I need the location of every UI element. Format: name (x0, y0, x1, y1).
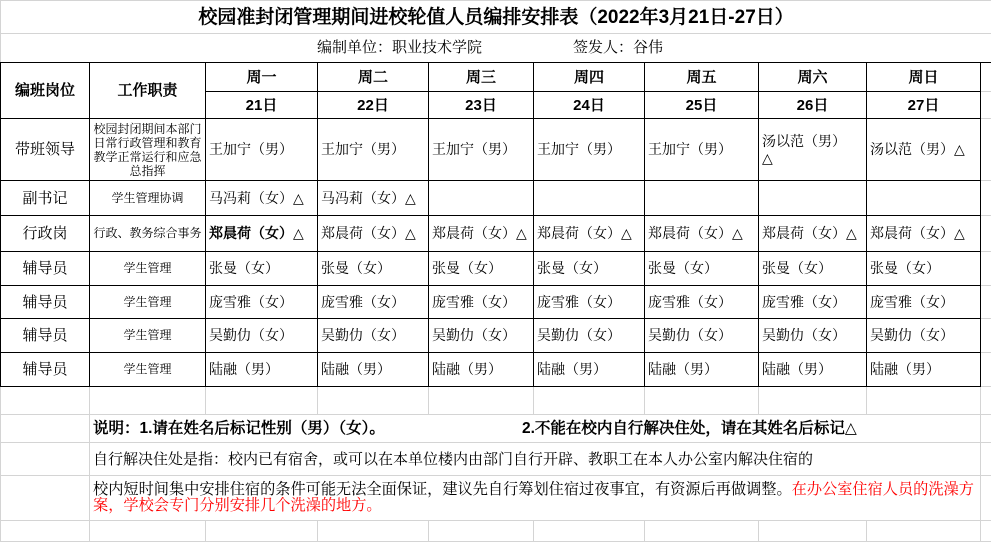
empty-cell[interactable] (645, 387, 759, 415)
roster-cell-thu[interactable]: 吴勤仂（女） (534, 319, 645, 353)
header-date-thu[interactable]: 24日 (534, 92, 645, 119)
roster-cell-fri[interactable]: 陆融（男） (645, 353, 759, 387)
post-cell[interactable]: 辅导员 (1, 252, 90, 286)
header-post[interactable]: 编班岗位 (1, 63, 90, 119)
spare-cell[interactable] (981, 353, 991, 387)
duty-cell[interactable]: 学生管理 (90, 286, 206, 319)
roster-cell-fri[interactable]: 王加宁（男） (645, 119, 759, 181)
roster-cell-wed[interactable]: 王加宁（男） (429, 119, 534, 181)
roster-cell-sun[interactable]: 汤以范（男）△ (867, 119, 981, 181)
roster-cell-sun[interactable]: 陆融（男） (867, 353, 981, 387)
empty-cell[interactable] (759, 387, 867, 415)
empty-cell[interactable] (90, 387, 206, 415)
roster-cell-tue[interactable]: 庞雪雅（女） (318, 286, 429, 319)
roster-cell-thu[interactable] (534, 181, 645, 216)
roster-cell-tue[interactable]: 陆融（男） (318, 353, 429, 387)
roster-cell-wed[interactable]: 吴勤仂（女） (429, 319, 534, 353)
empty-cell[interactable] (1, 387, 90, 415)
spare-cell[interactable] (981, 119, 991, 181)
roster-cell-tue[interactable]: 郑晨荷（女）△ (318, 216, 429, 252)
empty-cell[interactable] (1, 476, 90, 521)
empty-cell[interactable] (1, 415, 90, 443)
roster-cell-sun[interactable]: 吴勤仂（女） (867, 319, 981, 353)
roster-cell-mon[interactable]: 马冯莉（女）△ (206, 181, 318, 216)
post-cell[interactable]: 行政岗 (1, 216, 90, 252)
advice-row (1, 476, 991, 521)
roster-cell-thu[interactable]: 张曼（女） (534, 252, 645, 286)
empty-cell[interactable] (534, 387, 645, 415)
spare-cell[interactable] (981, 521, 991, 542)
advice-text: 校内短时间集中安排住宿的条件可能无法全面保证，建议先自行筹划住宿过夜事宜，有资源后再做调整。 (93, 481, 792, 498)
header-date-fri[interactable]: 25日 (645, 92, 759, 119)
roster-cell-tue[interactable]: 张曼（女） (318, 252, 429, 286)
roster-cell-sun[interactable] (867, 181, 981, 216)
empty-row (1, 387, 991, 415)
header-day-sun[interactable]: 周日 (867, 63, 981, 92)
empty-cell[interactable] (206, 521, 318, 542)
notes-cell[interactable] (90, 415, 981, 443)
spare-cell[interactable] (981, 216, 991, 252)
notes-row (1, 415, 991, 443)
header-duty[interactable]: 工作职责 (90, 63, 206, 119)
roster-cell-mon[interactable]: 吴勤仂（女） (206, 319, 318, 353)
duty-cell[interactable]: 校园封闭期间本部门日常行政管理和教育教学正常运行和应急总指挥 (90, 119, 206, 181)
header-date-tue[interactable]: 22日 (318, 92, 429, 119)
duty-cell[interactable]: 学生管理 (90, 319, 206, 353)
signer: 签发人：谷伟 (573, 39, 663, 56)
empty-cell[interactable] (429, 387, 534, 415)
roster-cell-wed[interactable]: 郑晨荷（女）△ (429, 216, 534, 252)
row-duty-leader (1, 119, 991, 181)
duty-cell[interactable]: 学生管理协调 (90, 181, 206, 216)
roster-cell-fri[interactable] (645, 181, 759, 216)
roster-cell-fri[interactable]: 吴勤仂（女） (645, 319, 759, 353)
roster-cell-wed[interactable]: 陆融（男） (429, 353, 534, 387)
spare-cell[interactable] (981, 92, 991, 119)
row-counselor-4 (1, 353, 991, 387)
spare-cell[interactable] (981, 415, 991, 443)
duty-cell[interactable]: 学生管理 (90, 353, 206, 387)
row-counselor-1 (1, 252, 991, 286)
trailing-row (1, 521, 991, 542)
header-date-sat[interactable]: 26日 (759, 92, 867, 119)
post-cell[interactable]: 辅导员 (1, 353, 90, 387)
roster-cell-sun[interactable]: 郑晨荷（女）△ (867, 216, 981, 252)
roster-cell-wed[interactable]: 庞雪雅（女） (429, 286, 534, 319)
duty-cell[interactable]: 学生管理 (90, 252, 206, 286)
header-date-mon[interactable]: 21日 (206, 92, 318, 119)
row-deputy-secretary (1, 181, 991, 216)
note-housing-mark: 2.不能在校内自行解决住处，请在其姓名后标记△ (522, 420, 857, 437)
roster-cell-sat[interactable]: 张曼（女） (759, 252, 867, 286)
self-housing-row (1, 443, 991, 476)
row-admin-post (1, 216, 991, 252)
post-cell[interactable]: 带班领导 (1, 119, 90, 181)
sheet-title[interactable]: 校园准封闭管理期间进校轮值人员编排安排表（2022年3月21日-27日） (1, 1, 991, 34)
empty-cell[interactable] (534, 521, 645, 542)
empty-cell[interactable] (867, 387, 981, 415)
roster-cell-sat[interactable]: 庞雪雅（女） (759, 286, 867, 319)
roster-cell-tue[interactable]: 吴勤仂（女） (318, 319, 429, 353)
empty-cell[interactable] (318, 521, 429, 542)
empty-cell[interactable] (429, 521, 534, 542)
empty-cell[interactable] (90, 521, 206, 542)
spare-cell[interactable] (981, 476, 991, 521)
header-day-wed[interactable]: 周三 (429, 63, 534, 92)
roster-cell-fri[interactable]: 庞雪雅（女） (645, 286, 759, 319)
roster-cell-sat[interactable]: 汤以范（男）△ (759, 119, 867, 181)
spare-cell[interactable] (981, 443, 991, 476)
title-row (1, 1, 991, 34)
roster-cell-sat[interactable]: 郑晨荷（女）△ (759, 216, 867, 252)
advice-highlight-text: 在办公室住宿人员的洗澡方案，学校会专门分别安排几个洗澡的地方。 (93, 481, 974, 514)
header-day-thu[interactable]: 周四 (534, 63, 645, 92)
empty-cell[interactable] (867, 521, 981, 542)
issuer-cell[interactable] (1, 34, 991, 63)
spare-cell[interactable] (981, 252, 991, 286)
roster-cell-mon[interactable]: 王加宁（男） (206, 119, 318, 181)
roster-cell-sat[interactable]: 陆融（男） (759, 353, 867, 387)
spare-cell[interactable] (981, 181, 991, 216)
note-gender-mark: 说明：1.请在姓名后标记性别（男）（女）。 (93, 420, 385, 437)
roster-cell-wed[interactable]: 张曼（女） (429, 252, 534, 286)
compiling-unit: 编制单位：职业技术学院 (317, 39, 482, 56)
empty-cell[interactable] (759, 521, 867, 542)
roster-cell-thu[interactable]: 郑晨荷（女）△ (534, 216, 645, 252)
roster-cell-mon[interactable]: 张曼（女） (206, 252, 318, 286)
row-counselor-2 (1, 286, 991, 319)
roster-cell-thu[interactable]: 王加宁（男） (534, 119, 645, 181)
roster-cell-tue[interactable]: 王加宁（男） (318, 119, 429, 181)
advice-cell[interactable] (90, 476, 981, 521)
roster-cell-mon[interactable]: 陆融（男） (206, 353, 318, 387)
header-date-sun[interactable]: 27日 (867, 92, 981, 119)
empty-cell[interactable] (1, 443, 90, 476)
spare-cell[interactable] (981, 319, 991, 353)
empty-cell[interactable] (206, 387, 318, 415)
post-cell[interactable]: 副书记 (1, 181, 90, 216)
post-cell[interactable]: 辅导员 (1, 286, 90, 319)
header-day-sat[interactable]: 周六 (759, 63, 867, 92)
roster-cell-sun[interactable]: 张曼（女） (867, 252, 981, 286)
roster-cell-mon[interactable]: 郑晨荷（女）△ (206, 216, 318, 252)
post-cell[interactable]: 辅导员 (1, 319, 90, 353)
roster-cell-fri[interactable]: 郑晨荷（女）△ (645, 216, 759, 252)
issuer-row (1, 34, 991, 63)
empty-cell[interactable] (318, 387, 429, 415)
roster-cell-sat[interactable]: 吴勤仂（女） (759, 319, 867, 353)
self-housing-definition[interactable]: 自行解决住处是指：校内已有宿舍，或可以在本单位楼内由部门自行开辟、教职工在本人办公室内解决住宿的 (90, 443, 981, 476)
spare-cell[interactable] (981, 63, 991, 92)
roster-cell-thu[interactable]: 陆融（男） (534, 353, 645, 387)
roster-cell-sun[interactable]: 庞雪雅（女） (867, 286, 981, 319)
empty-cell[interactable] (1, 521, 90, 542)
roster-cell-wed[interactable] (429, 181, 534, 216)
roster-cell-fri[interactable]: 张曼（女） (645, 252, 759, 286)
spare-cell[interactable] (981, 387, 991, 415)
duty-cell[interactable]: 行政、教务综合事务 (90, 216, 206, 252)
roster-cell-thu[interactable]: 庞雪雅（女） (534, 286, 645, 319)
spare-cell[interactable] (981, 286, 991, 319)
empty-cell[interactable] (645, 521, 759, 542)
header-row-days (1, 63, 991, 92)
header-day-mon[interactable]: 周一 (206, 63, 318, 92)
roster-cell-sat[interactable] (759, 181, 867, 216)
roster-cell-tue[interactable]: 马冯莉（女）△ (318, 181, 429, 216)
header-day-tue[interactable]: 周二 (318, 63, 429, 92)
header-day-fri[interactable]: 周五 (645, 63, 759, 92)
roster-cell-mon[interactable]: 庞雪雅（女） (206, 286, 318, 319)
row-counselor-3 (1, 319, 991, 353)
header-date-wed[interactable]: 23日 (429, 92, 534, 119)
